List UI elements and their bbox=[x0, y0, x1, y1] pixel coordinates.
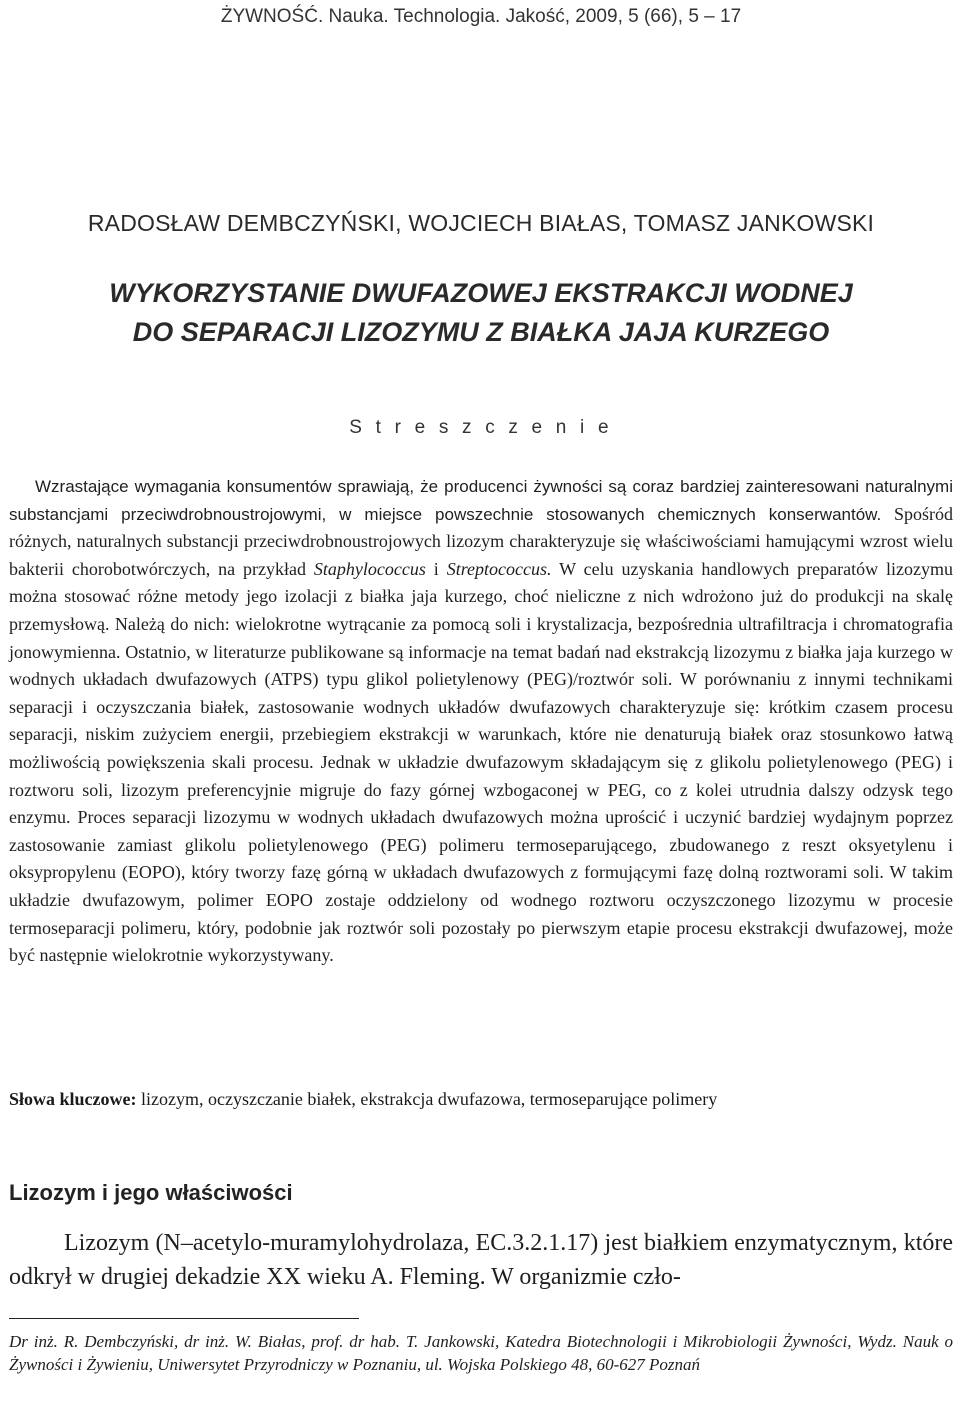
section-heading: Lizozym i jego właściwości bbox=[9, 1180, 293, 1205]
title-line-2: DO SEPARACJI LIZOZYMU Z BIAŁKA JAJA KURZEGO bbox=[132, 317, 830, 347]
organism-name: Streptococcus. bbox=[446, 558, 552, 579]
abstract-part-c: W celu uzyskania handlowych preparatów lizozymu można stosować różne metody jego izolacji z białka jaja kurzego, choć nieliczne z nich wdrożono już do produkcji na skalę przemysłową. Należą do nich: wielokrotne wytrącanie za pomocą soli i krystalizacja, bezpośrednia ultrafiltracja i chromatografia jonowymienna. Ostatnio, w literaturze publikowane są informacje na temat badań nad ekstrakcją lizozymu z białka jaja kurzego w wodnych układach dwufazowych (ATPS) typu glikol polietylenowy (PEG)/roztwór soli. W porównaniu z innymi technikami separacji i oczyszczania białek, zastosowanie wodnych układów dwufazowych charakteryzuje się: krótkim czasem procesu separacji, niskim zużyciem energii, przebiegiem ekstrakcji w warunkach, które nie denaturują białek oraz stosunkowo łatwą możliwością powiększenia skali procesu. Jednak w układzie dwufazowym składającym się z glikolu polietylenowego (PEG) i roztworu soli, lizozym preferencyjnie migruje do fazy górnej wzbogaconej w PEG, co z kolei utrudnia dalszy odzysk tego enzymu. Proces separacji lizozymu w wodnych układach dwufazowych można uprościć i uczynić bardziej wydajnym poprzez zastosowanie zamiast glikolu polietylenowego (PEG) polimeru termoseparującego, zbudowanego z reszt oksyetylenu i oksypropylenu (EOPO), który tworzy fazę górną w układach dwufazowych z formującymi fazę dolną roztworami soli. W takim układzie dwufazowym, polimer EOPO zostaje oddzielony od wodnego roztworu oczyszczonego lizozymu w procesie termoseparacji polimeru, który, podobnie jak roztwór soli pozostały po pierwszym etapie procesu ekstrakcji dwufazowej, może być następnie wielokrotnie wykorzystywany. bbox=[9, 558, 954, 966]
title-line-1: WYKORZYSTANIE DWUFAZOWEJ EKSTRAKCJI WODNEJ bbox=[109, 278, 853, 308]
keywords-label: Słowa kluczowe: bbox=[9, 1089, 137, 1109]
keywords bbox=[9, 1086, 953, 1112]
section-body bbox=[9, 1226, 953, 1294]
keywords-text: lizozym, oczyszczanie białek, ekstrakcja dwufazowa, termoseparujące polimery bbox=[141, 1089, 718, 1109]
author-affiliation-footnote: Dr inż. R. Dembczyński, dr inż. W. Białas, prof. dr hab. T. Jankowski, Katedra Biotechnologii i Mikrobiologii Żywności, Wydz. Nauk o Żywności i Żywieniu, Uniwersytet Przyrodniczy w Poznaniu, ul. Wojska Polskiego 48, 60-627 Poznań bbox=[9, 1332, 953, 1374]
abstract-part-a: Wzrastające wymagania konsumentów sprawiają, że producenci żywności są coraz bardziej zainteresowani naturalnymi substancjami przeciwdrobnoustrojowymi, w miejsce powszechnie stosowanych chemicznych konserwantów. bbox=[9, 477, 953, 524]
running-head: ŻYWNOŚĆ. Nauka. Technologia. Jakość, 2009, 5 (66), 5 – 17 bbox=[220, 6, 742, 27]
organism-name: Staphylococcus bbox=[313, 558, 426, 579]
abstract-heading: S t r e s z c z e n i e bbox=[349, 417, 613, 438]
footnote-divider bbox=[9, 1318, 359, 1319]
section-text: Lizozym (N–acetylo-muramylohydrolaza, EC.3.2.1.17) jest białkiem enzymatycznym, które odkrył w drugiej dekadzie XX wieku A. Fleming. W organizmie czło- bbox=[9, 1230, 953, 1290]
abstract-part-b: Spośród różnych, naturalnych substancji przeciwdrobnoustrojowych lizozym charakteryzuje się właściwościami hamującymi wzrost wielu bakterii chorobotwórczych, na przykład bbox=[9, 503, 954, 579]
article-title bbox=[9, 274, 953, 352]
abstract-conjunction: i bbox=[433, 558, 439, 579]
abstract-body bbox=[9, 473, 953, 970]
author-list: RADOSŁAW DEMBCZYŃSKI, WOJCIECH BIAŁAS, TOMASZ JANKOWSKI bbox=[87, 210, 875, 236]
